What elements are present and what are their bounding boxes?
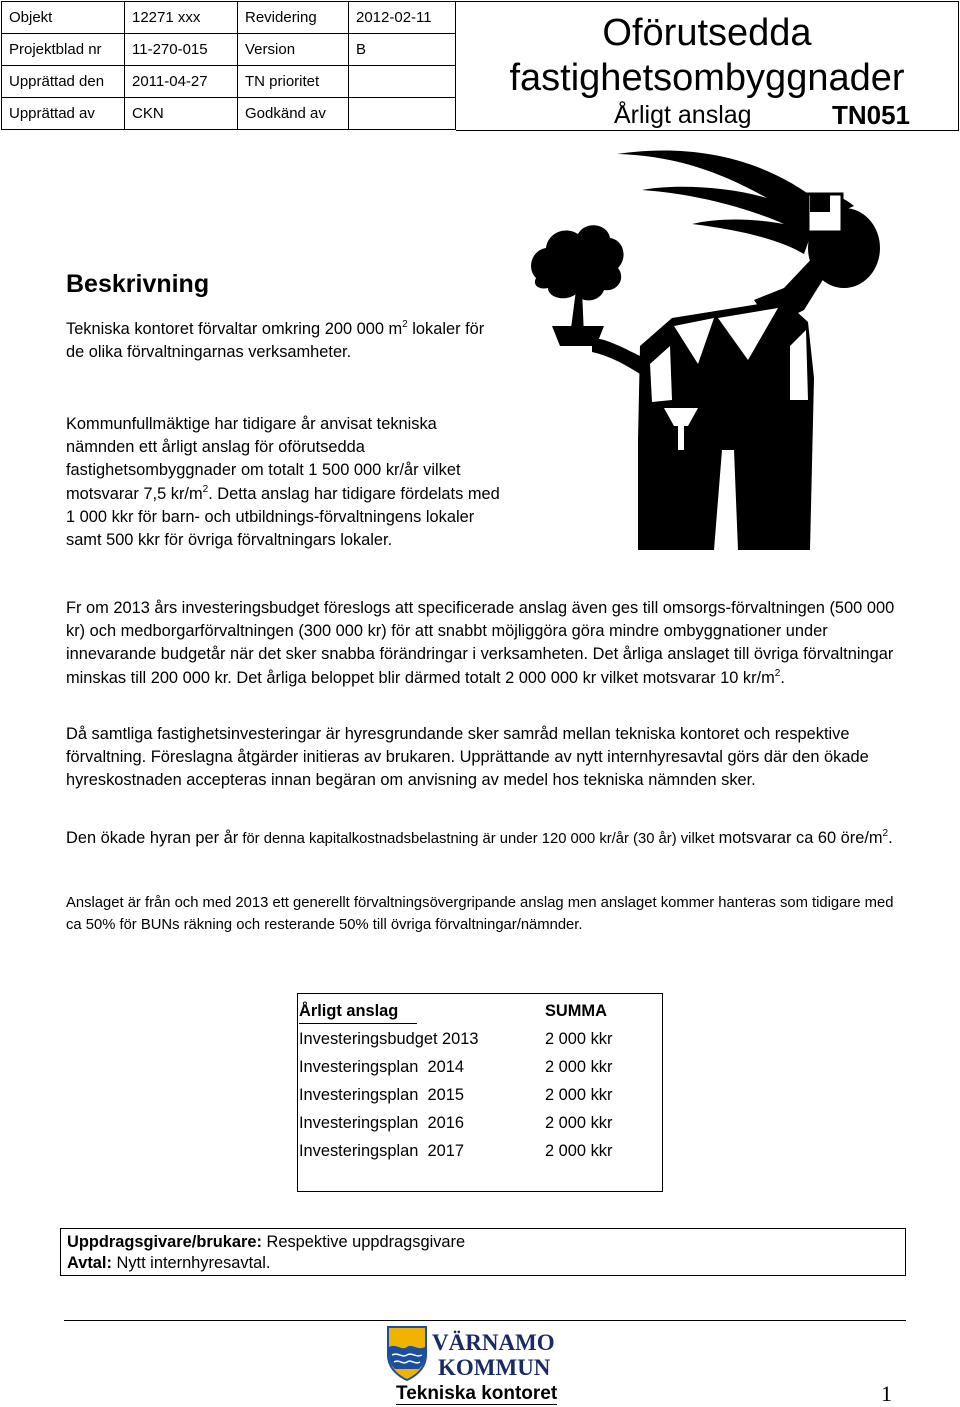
footer-department: Tekniska kontoret — [396, 1383, 558, 1404]
paragraph-text: motsvarar ca 60 öre/m — [718, 829, 883, 847]
header-label: Upprättad av — [2, 98, 125, 130]
paragraph-text: Den ökade hyran per år — [66, 829, 239, 847]
worker-clipart-illustration — [522, 150, 958, 560]
header-value: 2012-02-11 — [349, 2, 456, 34]
header-value — [349, 98, 456, 130]
paragraph-text: . — [888, 829, 893, 847]
superscript: 2 — [202, 483, 209, 495]
client-line — [67, 1232, 905, 1253]
superscript: 2 — [402, 319, 408, 330]
header-row — [2, 2, 456, 34]
tree-icon — [531, 225, 624, 346]
client-value: Respektive uppdragsgivare — [261, 1233, 466, 1251]
contract-value: Nytt internhyresavtal. — [111, 1254, 271, 1272]
page-number: 1 — [881, 1381, 892, 1406]
logo-text-line2: KOMMUN — [438, 1355, 551, 1380]
budget-header-label — [299, 1002, 398, 1021]
superscript: 2 — [774, 667, 781, 679]
paragraph-1 — [66, 318, 506, 364]
contract-label: Avtal: — [67, 1254, 112, 1272]
superscript: 2 — [882, 828, 889, 839]
budget-row-label: Investeringsplan 2017 — [299, 1142, 464, 1160]
header-value: B — [349, 34, 456, 66]
paragraph-3 — [66, 597, 906, 690]
paragraph-text: Kommunfullmäktige har tidigare år anvisat tekniska nämnden ett årligt anslag för oförutsedda fastighetsombyggnader om totalt 1 500 000 kr/år vilket motsvarar 7,5 kr/m — [66, 415, 461, 503]
header-value: 11-270-015 — [125, 34, 238, 66]
header-row — [2, 98, 456, 130]
budget-row-label: Investeringsplan 2015 — [299, 1086, 464, 1104]
header-label: Godkänd av — [238, 98, 349, 130]
header-info-table — [1, 1, 456, 130]
document-code: TN051 — [831, 100, 910, 130]
budget-header-value: SUMMA — [545, 1002, 607, 1020]
client-label: Uppdragsgivare/brukare: — [67, 1233, 262, 1251]
paragraph-text: lokaler för de olika förvaltningarnas verksamheter. — [66, 320, 485, 362]
paragraph-6: Anslaget är från och med 2013 ett generellt förvaltningsövergripande anslag men anslaget kommer hanteras som tidigare med ca 50% för BUNs räkning och resterande 50% till övriga förvaltningar/nämnder. — [66, 895, 894, 933]
budget-row-value: 2 000 kkr — [545, 1058, 613, 1076]
document-title-line2: fastighetsombyggnader — [509, 57, 905, 99]
budget-row-value: 2 000 kkr — [545, 1142, 613, 1160]
header-value: CKN — [125, 98, 238, 130]
document-title-line1: Oförutsedda — [602, 12, 812, 54]
header-label: Version — [238, 34, 349, 66]
header-label: Objekt — [2, 2, 125, 34]
header-row — [2, 66, 456, 98]
footer-divider — [64, 1320, 906, 1321]
paragraph-5 — [66, 827, 906, 851]
paragraph-4: Då samtliga fastighetsinvesteringar är hyresgrundande sker samråd mellan tekniska kontoret och respektive förvaltning. Föreslagna åtgärder initieras av brukaren. Upprättande av nytt internhyresavtal görs där den ökade hyreskostnaden accepteras innan begäran om anvisning av medel hos tekniska nämnden sker. — [66, 725, 869, 790]
coat-of-arms-icon — [388, 1327, 426, 1380]
contract-line — [67, 1253, 905, 1274]
paragraph-text: Tekniska kontoret förvaltar omkring 200 000 m — [66, 320, 403, 338]
budget-header-label-text: Årligt anslag — [299, 1002, 399, 1020]
underline — [299, 1023, 417, 1024]
header-label: TN prioritet — [238, 66, 349, 98]
header-label: Revidering — [238, 2, 349, 34]
varnamo-kommun-logo — [386, 1325, 578, 1381]
document-title-box — [456, 1, 959, 131]
client-contract-box — [60, 1228, 906, 1276]
header-value: 2011-04-27 — [125, 66, 238, 98]
budget-row-label: Investeringsplan 2016 — [299, 1114, 464, 1132]
header-label: Projektblad nr — [2, 34, 125, 66]
header-value — [349, 66, 456, 98]
paragraph-text: Fr om 2013 års investeringsbudget föreslogs att specificerade anslag även ges till omsorgs-förvaltningen (500 000 kr) och medborgarförvaltningen (300 000 kr) för att snabbt möjliggöra göra mindre ombyggnationer under innevarande budgetår när det sker snabba förändringar i verksamheten. Det årliga anslaget till övriga förvaltningar minskas till 200 000 kr. Det årliga beloppet blir därmed totalt 2 000 000 kr vilket motsvarar 10 kr/m — [66, 599, 895, 687]
logo-text-line1: VÄRNAMO — [432, 1330, 555, 1355]
paragraph-text: för denna kapitalkostnadsbelastning är under 120 000 kr/år (30 år) vilket — [238, 831, 719, 847]
document-subtitle: Årligt anslag — [614, 101, 752, 129]
budget-row-value: 2 000 kkr — [545, 1030, 613, 1048]
paragraph-2 — [66, 413, 506, 552]
budget-row-value: 2 000 kkr — [545, 1114, 613, 1132]
budget-row-value: 2 000 kkr — [545, 1086, 613, 1104]
header-row — [2, 34, 456, 66]
section-heading: Beskrivning — [66, 270, 210, 298]
budget-row-label: Investeringsbudget 2013 — [299, 1030, 479, 1048]
header-value: 12271 xxx — [125, 2, 238, 34]
paragraph-text: . Detta anslag har tidigare fördelats med 1 000 kkr för barn- och utbildnings-förvaltningens lokaler samt 500 kkr för övriga förvaltningars lokaler. — [66, 484, 500, 550]
budget-row-label: Investeringsplan 2014 — [299, 1058, 464, 1076]
budget-table — [297, 993, 663, 1192]
paragraph-text: . — [780, 668, 785, 687]
header-label: Upprättad den — [2, 66, 125, 98]
